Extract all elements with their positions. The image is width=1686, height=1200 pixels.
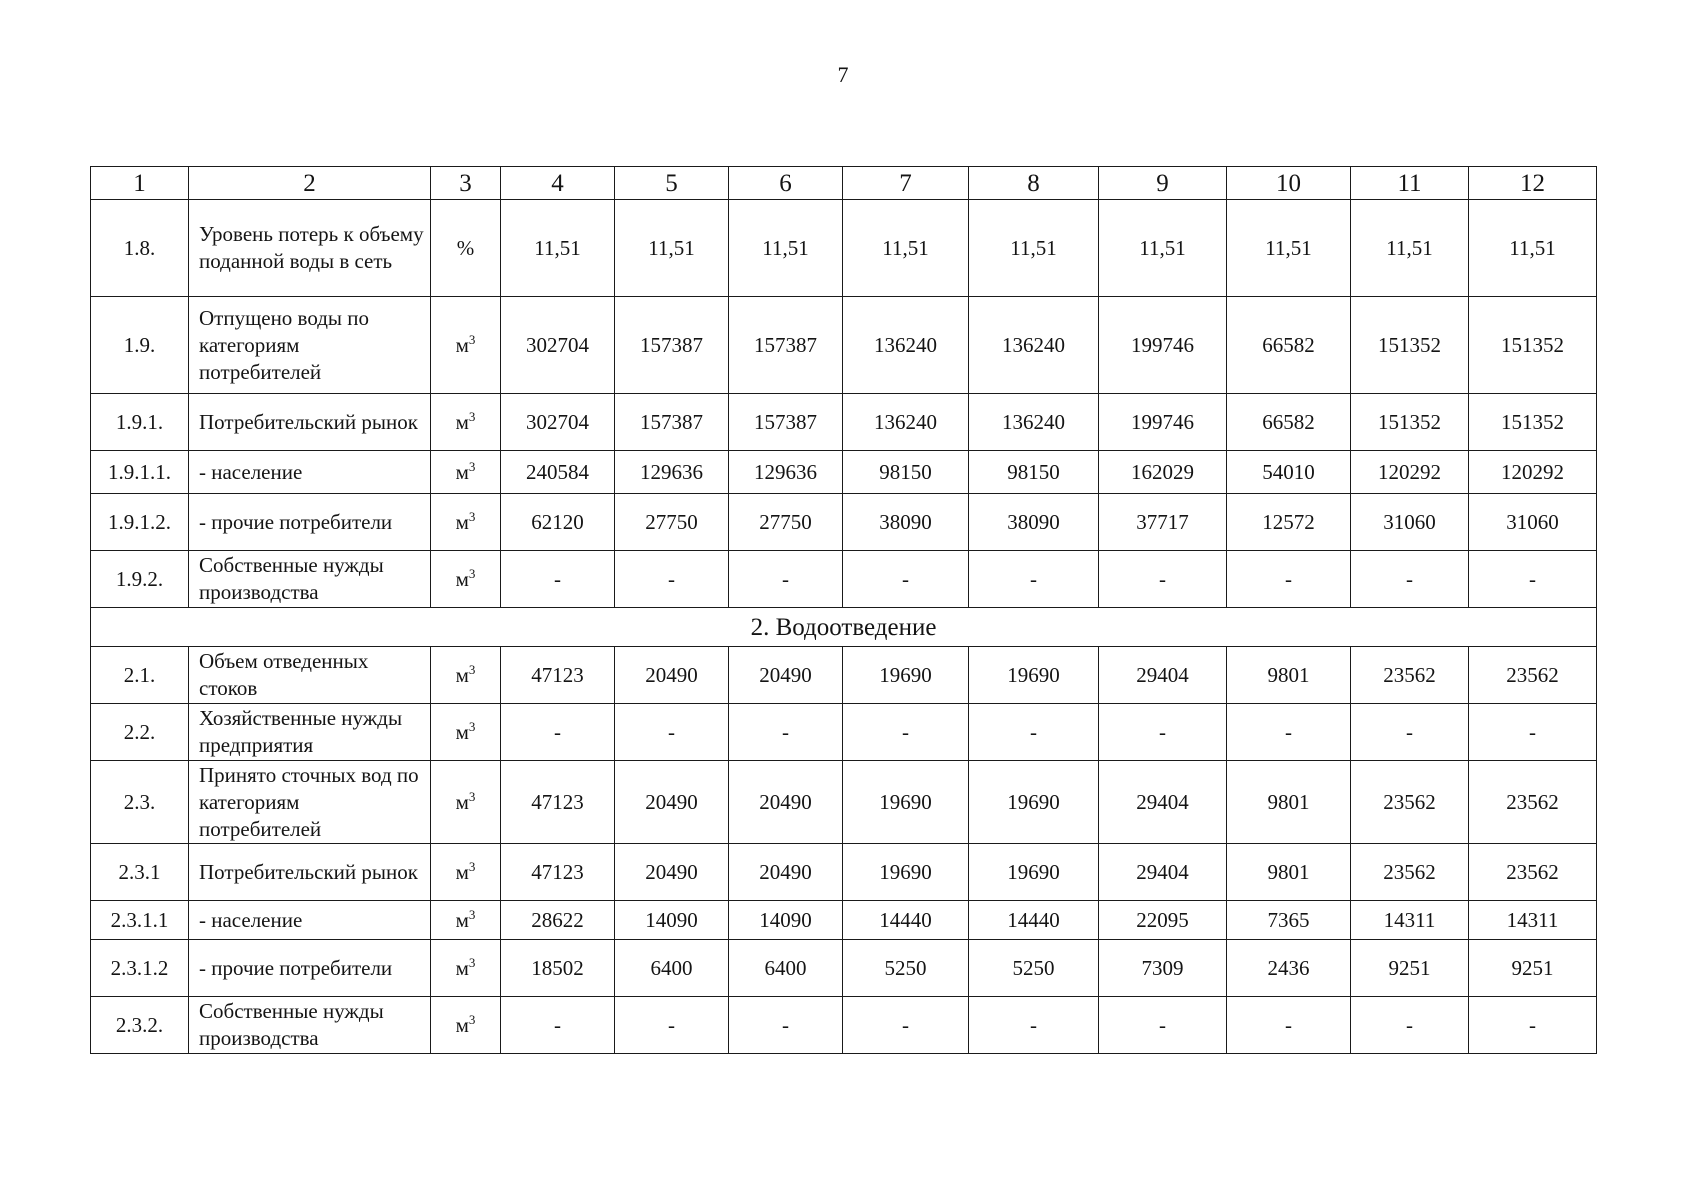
indicator-name: Уровень потерь к объему поданной воды в сеть <box>189 200 431 297</box>
column-number: 7 <box>843 167 969 200</box>
value-cell: 22095 <box>1099 901 1227 940</box>
indicator-name: Собственные нужды производства <box>189 551 431 608</box>
value-cell: - <box>1351 551 1469 608</box>
value-cell: 19690 <box>969 761 1099 844</box>
value-cell: - <box>1227 551 1351 608</box>
value-cell: 47123 <box>501 647 615 704</box>
value-cell: 38090 <box>843 494 969 551</box>
value-cell: 38090 <box>969 494 1099 551</box>
value-cell: 136240 <box>843 394 969 451</box>
value-cell: 11,51 <box>843 200 969 297</box>
value-cell: - <box>969 551 1099 608</box>
unit: $м^3$ <box>431 494 501 551</box>
value-cell: 151352 <box>1351 297 1469 394</box>
value-cell: 11,51 <box>1099 200 1227 297</box>
value-cell: - <box>501 551 615 608</box>
value-cell: 11,51 <box>1469 200 1597 297</box>
value-cell: 136240 <box>843 297 969 394</box>
value-cell: - <box>615 997 729 1054</box>
value-cell: - <box>1469 704 1597 761</box>
unit: $м^3$ <box>431 704 501 761</box>
column-number: 8 <box>969 167 1099 200</box>
value-cell: 19690 <box>843 844 969 901</box>
value-cell: 302704 <box>501 297 615 394</box>
value-cell: 31060 <box>1469 494 1597 551</box>
indicator-name: Отпущено воды по категориям потребителей <box>189 297 431 394</box>
table-row <box>91 494 1597 551</box>
value-cell: 19690 <box>969 647 1099 704</box>
value-cell: 6400 <box>615 940 729 997</box>
value-cell: 5250 <box>969 940 1099 997</box>
row-number: 2.3.1.1 <box>91 901 189 940</box>
value-cell: 23562 <box>1469 761 1597 844</box>
value-cell: - <box>969 704 1099 761</box>
value-cell: 14440 <box>843 901 969 940</box>
indicator-name: - прочие потребители <box>189 494 431 551</box>
value-cell: 20490 <box>729 844 843 901</box>
value-cell: 302704 <box>501 394 615 451</box>
value-cell: 29404 <box>1099 647 1227 704</box>
value-cell: 157387 <box>729 297 843 394</box>
value-cell: 28622 <box>501 901 615 940</box>
row-number: 1.9.1.1. <box>91 451 189 494</box>
table-row <box>91 451 1597 494</box>
value-cell: 27750 <box>615 494 729 551</box>
value-cell: 27750 <box>729 494 843 551</box>
column-number: 2 <box>189 167 431 200</box>
value-cell: - <box>729 997 843 1054</box>
table-row <box>91 394 1597 451</box>
unit: $м^3$ <box>431 451 501 494</box>
value-cell: 11,51 <box>501 200 615 297</box>
unit: $м^3$ <box>431 940 501 997</box>
value-cell: 20490 <box>615 844 729 901</box>
column-number: 12 <box>1469 167 1597 200</box>
value-cell: - <box>1351 997 1469 1054</box>
value-cell: - <box>843 997 969 1054</box>
value-cell: 11,51 <box>969 200 1099 297</box>
value-cell: 120292 <box>1469 451 1597 494</box>
table-row <box>91 551 1597 608</box>
table-row <box>91 901 1597 940</box>
value-cell: 19690 <box>843 647 969 704</box>
section-header-row <box>91 608 1597 647</box>
unit: $м^3$ <box>431 297 501 394</box>
value-cell: 157387 <box>615 297 729 394</box>
row-number: 1.9. <box>91 297 189 394</box>
value-cell: - <box>1227 704 1351 761</box>
value-cell: 29404 <box>1099 761 1227 844</box>
value-cell: 66582 <box>1227 394 1351 451</box>
value-cell: 7365 <box>1227 901 1351 940</box>
indicator-name: - население <box>189 451 431 494</box>
value-cell: 20490 <box>729 761 843 844</box>
table-row <box>91 844 1597 901</box>
table-row <box>91 647 1597 704</box>
value-cell: 199746 <box>1099 394 1227 451</box>
column-number: 4 <box>501 167 615 200</box>
indicator-name: Принято сточных вод по категориям потребителей <box>189 761 431 844</box>
value-cell: 2436 <box>1227 940 1351 997</box>
indicator-name: Потребительский рынок <box>189 394 431 451</box>
value-cell: 20490 <box>729 647 843 704</box>
row-number: 2.3.1.2 <box>91 940 189 997</box>
unit: $м^3$ <box>431 761 501 844</box>
page-number: 7 <box>837 62 849 87</box>
value-cell: 5250 <box>843 940 969 997</box>
value-cell: 20490 <box>615 647 729 704</box>
value-cell: - <box>501 704 615 761</box>
value-cell: 12572 <box>1227 494 1351 551</box>
value-cell: 240584 <box>501 451 615 494</box>
row-number: 1.9.1.2. <box>91 494 189 551</box>
column-number: 6 <box>729 167 843 200</box>
section-title: 2. Водоотведение <box>91 608 1597 647</box>
value-cell: 162029 <box>1099 451 1227 494</box>
row-number: 2.3.1 <box>91 844 189 901</box>
value-cell: - <box>1099 551 1227 608</box>
value-cell: 23562 <box>1469 647 1597 704</box>
value-cell: 98150 <box>843 451 969 494</box>
value-cell: 9251 <box>1469 940 1597 997</box>
row-number: 2.3.2. <box>91 997 189 1054</box>
indicator-name: Собственные нужды производства <box>189 997 431 1054</box>
value-cell: 47123 <box>501 761 615 844</box>
row-number: 2.3. <box>91 761 189 844</box>
value-cell: 18502 <box>501 940 615 997</box>
value-cell: 23562 <box>1351 844 1469 901</box>
row-number: 1.8. <box>91 200 189 297</box>
column-number-row <box>91 167 1597 200</box>
unit: $м^3$ <box>431 997 501 1054</box>
column-number: 5 <box>615 167 729 200</box>
value-cell: 9251 <box>1351 940 1469 997</box>
indicator-name: Потребительский рынок <box>189 844 431 901</box>
value-cell: 151352 <box>1469 297 1597 394</box>
indicator-name: - население <box>189 901 431 940</box>
unit: $м^3$ <box>431 394 501 451</box>
row-number: 1.9.2. <box>91 551 189 608</box>
value-cell: 129636 <box>615 451 729 494</box>
value-cell: - <box>729 551 843 608</box>
unit: $м^3$ <box>431 551 501 608</box>
value-cell: 11,51 <box>1227 200 1351 297</box>
value-cell: 9801 <box>1227 647 1351 704</box>
column-number: 3 <box>431 167 501 200</box>
indicator-name: - прочие потребители <box>189 940 431 997</box>
value-cell: 11,51 <box>729 200 843 297</box>
value-cell: 19690 <box>969 844 1099 901</box>
value-cell: 120292 <box>1351 451 1469 494</box>
value-cell: 19690 <box>843 761 969 844</box>
value-cell: - <box>1099 704 1227 761</box>
value-cell: 47123 <box>501 844 615 901</box>
value-cell: 129636 <box>729 451 843 494</box>
table-row <box>91 297 1597 394</box>
value-cell: - <box>1469 551 1597 608</box>
value-cell: 62120 <box>501 494 615 551</box>
value-cell: 7309 <box>1099 940 1227 997</box>
row-number: 2.2. <box>91 704 189 761</box>
table-row <box>91 704 1597 761</box>
value-cell: - <box>1469 997 1597 1054</box>
row-number: 1.9.1. <box>91 394 189 451</box>
value-cell: 11,51 <box>615 200 729 297</box>
unit: $м^3$ <box>431 901 501 940</box>
table-row <box>91 761 1597 844</box>
indicator-name: Хозяйственные нужды предприятия <box>189 704 431 761</box>
value-cell: 54010 <box>1227 451 1351 494</box>
table-row <box>91 940 1597 997</box>
value-cell: 11,51 <box>1351 200 1469 297</box>
value-cell: - <box>729 704 843 761</box>
column-number: 1 <box>91 167 189 200</box>
value-cell: 9801 <box>1227 761 1351 844</box>
table-row <box>91 997 1597 1054</box>
unit: % <box>431 200 501 297</box>
value-cell: 199746 <box>1099 297 1227 394</box>
value-cell: 9801 <box>1227 844 1351 901</box>
value-cell: - <box>615 704 729 761</box>
value-cell: - <box>1227 997 1351 1054</box>
value-cell: 20490 <box>615 761 729 844</box>
table-body <box>91 167 1597 1054</box>
value-cell: - <box>1351 704 1469 761</box>
value-cell: 14090 <box>615 901 729 940</box>
value-cell: 23562 <box>1351 761 1469 844</box>
value-cell: 136240 <box>969 394 1099 451</box>
value-cell: - <box>501 997 615 1054</box>
row-number: 2.1. <box>91 647 189 704</box>
value-cell: 29404 <box>1099 844 1227 901</box>
value-cell: 14311 <box>1469 901 1597 940</box>
table-row <box>91 200 1597 297</box>
value-cell: 151352 <box>1469 394 1597 451</box>
value-cell: 23562 <box>1469 844 1597 901</box>
unit: $м^3$ <box>431 647 501 704</box>
column-number: 10 <box>1227 167 1351 200</box>
value-cell: 37717 <box>1099 494 1227 551</box>
value-cell: 66582 <box>1227 297 1351 394</box>
value-cell: 136240 <box>969 297 1099 394</box>
value-cell: 151352 <box>1351 394 1469 451</box>
indicator-name: Объем отведенных стоков <box>189 647 431 704</box>
value-cell: 157387 <box>729 394 843 451</box>
value-cell: - <box>615 551 729 608</box>
value-cell: - <box>843 551 969 608</box>
unit: $м^3$ <box>431 844 501 901</box>
value-cell: 14090 <box>729 901 843 940</box>
value-cell: 23562 <box>1351 647 1469 704</box>
value-cell: 31060 <box>1351 494 1469 551</box>
value-cell: 14311 <box>1351 901 1469 940</box>
value-cell: 98150 <box>969 451 1099 494</box>
value-cell: 14440 <box>969 901 1099 940</box>
indicators-table <box>90 166 1597 1054</box>
value-cell: - <box>969 997 1099 1054</box>
value-cell: 157387 <box>615 394 729 451</box>
value-cell: - <box>1099 997 1227 1054</box>
column-number: 9 <box>1099 167 1227 200</box>
value-cell: 6400 <box>729 940 843 997</box>
value-cell: - <box>843 704 969 761</box>
column-number: 11 <box>1351 167 1469 200</box>
